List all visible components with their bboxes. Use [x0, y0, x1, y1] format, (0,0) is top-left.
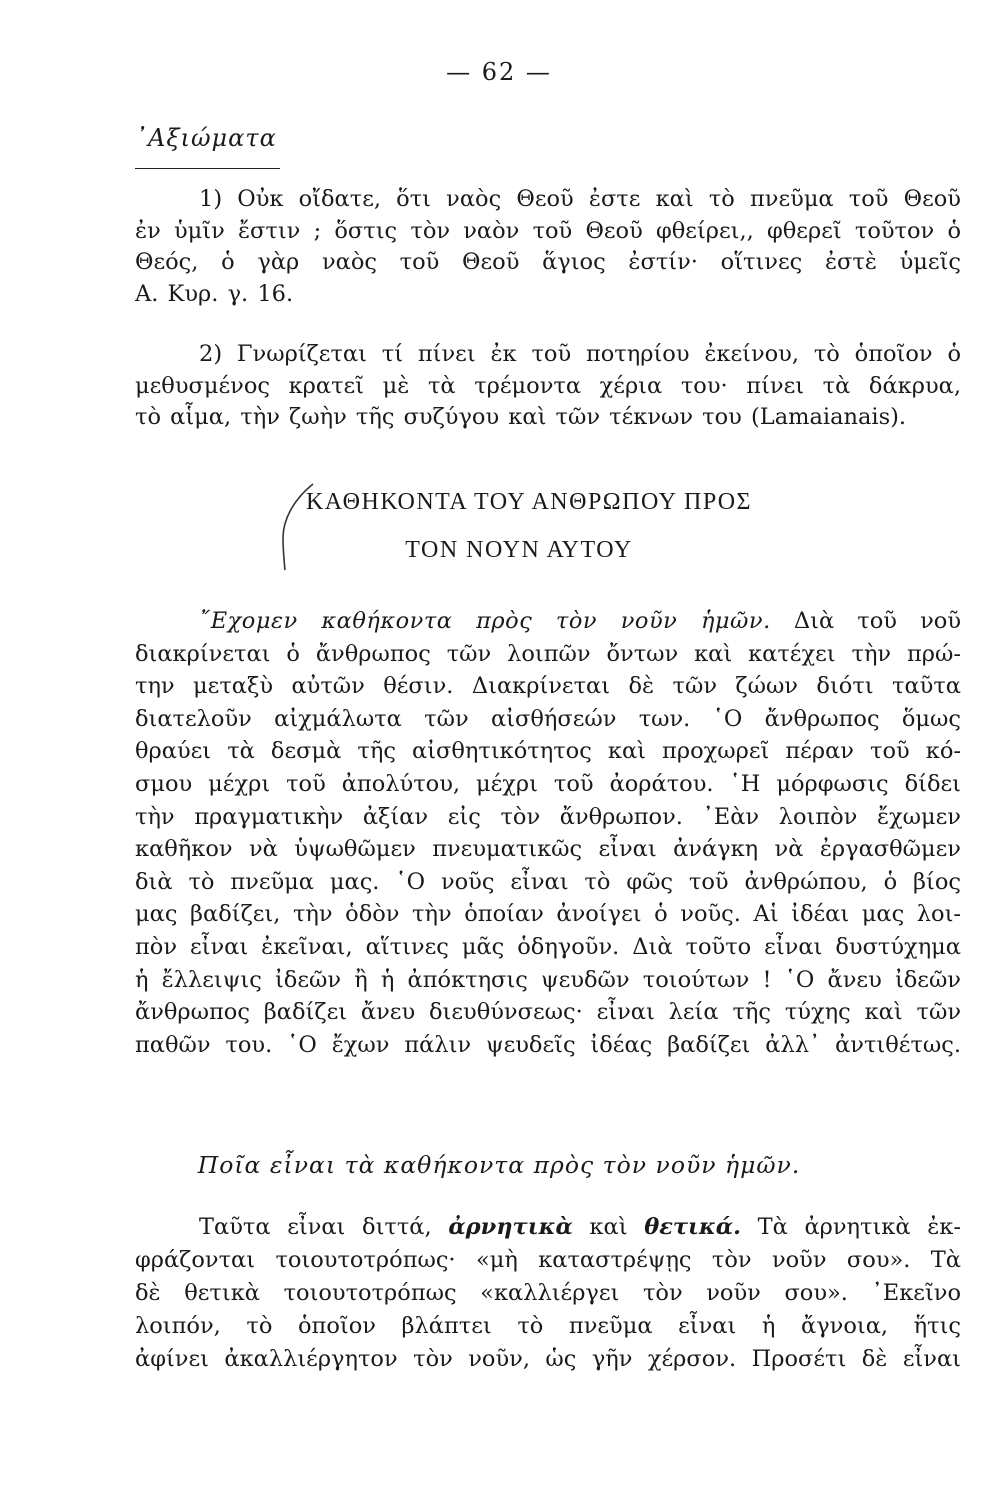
text-line: 2) Γνωρίζεται τί πίνει ἐκ τοῦ ποτηρίου ἐκείνου, τὸ ὁποῖον ὁ	[199, 341, 961, 367]
text-line: ἐν ὑμῖν ἔστιν ; ὅστις τὸν ναὸν τοῦ Θεοῦ φθείρει,, φθερεῖ τοῦτον ὁ	[135, 217, 961, 244]
text-span: Διὰ τοῦ νοῦ	[770, 608, 961, 634]
text-line: τὸ αἷμα, τὴν ζωὴν τῆς συζύγου καὶ τῶν τέκνων του (Lamaianais).	[135, 404, 907, 430]
text-line: καθῆκον νὰ ὑψωθῶμεν πνευματικῶς εἶναι ἀνάγκη νὰ ἐργασθῶμεν	[135, 836, 961, 863]
text-line: την μεταξὺ αὐτῶν θέσιν. Διακρίνεται δὲ τῶν ζώων διότι ταῦτα	[135, 673, 961, 700]
text-line: δὲ θετικὰ τοιουτοτρόπως «καλλιέργει τὸν νοῦν σου». ᾿Εκεῖνο	[135, 1280, 961, 1306]
text-span: Τὰ ἀρνητικὰ ἐκ-	[740, 1214, 961, 1240]
text-line: λοιπόν, τὸ ὁποῖον βλάπτει τὸ πνεῦμα εἶναι ἡ ἄγνοια, ἥτις	[135, 1313, 961, 1339]
section-title: ᾿Αξιώματα	[135, 124, 277, 152]
paragraph-axiom-1	[135, 184, 961, 310]
text-line	[135, 1211, 961, 1244]
emphasis-positive: θετικά.	[644, 1214, 741, 1240]
chapter-heading-line-2: ΤΟΝ ΝΟΥΝ ΑΥΤΟΥ	[405, 537, 633, 563]
subheading: Ποῖα εἶναι τὰ καθήκοντα πρὸς τὸν νοῦν ἡμῶν.	[197, 1151, 801, 1179]
paragraph-negative-positive-duties	[135, 1211, 961, 1376]
text-span: καὶ	[572, 1214, 645, 1240]
text-line: ἀφίνει ἀκαλλιέργητον τὸν νοῦν, ὡς γῆν χέρσον. Προσέτι δὲ εἶναι	[135, 1346, 961, 1372]
page-number: — 62 —	[446, 58, 552, 86]
text-line: παθῶν του. ῾Ο ἔχων πάλιν ψευδεῖς ἰδέας βαδίζει ἀλλ᾽ ἀντιθέτως.	[135, 1031, 961, 1058]
chapter-heading-line-1: ΚΑΘΗΚΟΝΤΑ ΤΟΥ ΑΝΘΡΩΠΟΥ ΠΡΟΣ	[305, 489, 753, 515]
text-line: τὴν πραγματικὴν ἀξίαν εἰς τὸν ἄνθρωπον. ᾿Εὰν λοιπὸν ἔχωμεν	[135, 803, 961, 830]
italic-lead: ῎Εχομεν καθήκοντα πρὸς τὸν νοῦν ἡμῶν.	[199, 608, 771, 634]
text-line: θραύει τὰ δεσμὰ τῆς αἰσθητικότητος καὶ προχωρεῖ πέραν τοῦ κό-	[135, 738, 961, 765]
text-line: 1) Οὐκ οἴδατε, ὅτι ναὸς Θεοῦ ἐστε καὶ τὸ πνεῦμα τοῦ Θεοῦ	[199, 186, 961, 212]
title-underline	[135, 168, 280, 169]
text-line: διακρίνεται ὁ ἄνθρωπος τῶν λοιπῶν ὄντων καὶ κατέχει τὴν πρώ-	[135, 640, 961, 667]
text-line: Α. Κυρ. γ. 16.	[135, 280, 294, 307]
text-line: ἄνθρωπος βαδίζει ἄνευ διευθύνσεως· εἶναι λεία τῆς τύχης καὶ τῶν	[135, 999, 961, 1026]
text-line: μεθυσμένος κρατεῖ μὲ τὰ τρέμοντα χέρια του· πίνει τὰ δάκρυα,	[135, 372, 961, 399]
text-line: σμου μέχρι τοῦ ἀπολύτου, μέχρι τοῦ ἀοράτου. ῾Η μόρφωσις δίδει	[135, 770, 961, 797]
text-line: πὸν εἶναι ἐκεῖναι, αἵτινες μᾶς ὁδηγοῦν. Διὰ τοῦτο εἶναι δυστύχημα	[135, 933, 961, 960]
text-line: Θεός, ὁ γὰρ ναὸς τοῦ Θεοῦ ἅγιος ἐστίν· οἵτινες ἐστὲ ὑμεῖς	[135, 249, 961, 275]
paragraph-duties-body	[135, 605, 961, 1061]
paragraph-axiom-2	[135, 339, 961, 434]
text-span: Ταῦτα εἶναι διττά,	[199, 1214, 449, 1240]
text-line: ἡ ἔλλειψις ἰδεῶν ἢ ἡ ἀπόκτησις ψευδῶν τοιούτων ! ῾Ο ἄνευ ἰδεῶν	[135, 966, 961, 993]
text-line: διὰ τὸ πνεῦμα μας. ῾Ο νοῦς εἶναι τὸ φῶς τοῦ ἀνθρώπου, ὁ βίος	[135, 868, 961, 895]
text-line: φράζονται τοιουτοτρόπως· «μὴ καταστρέψῃς τὸν νοῦν σου». Τὰ	[135, 1247, 961, 1273]
emphasis-negative: ἀρνητικὰ	[448, 1214, 573, 1240]
text-line: διατελοῦν αἰχμάλωτα τῶν αἰσθήσεών των. ῾Ο ἄνθρωπος ὅμως	[135, 705, 961, 732]
text-line	[135, 605, 961, 638]
text-line: μας βαδίζει, τὴν ὁδὸν τὴν ὁποίαν ἀνοίγει ὁ νοῦς. Αἱ ἰδέαι μας λοι-	[135, 901, 961, 928]
